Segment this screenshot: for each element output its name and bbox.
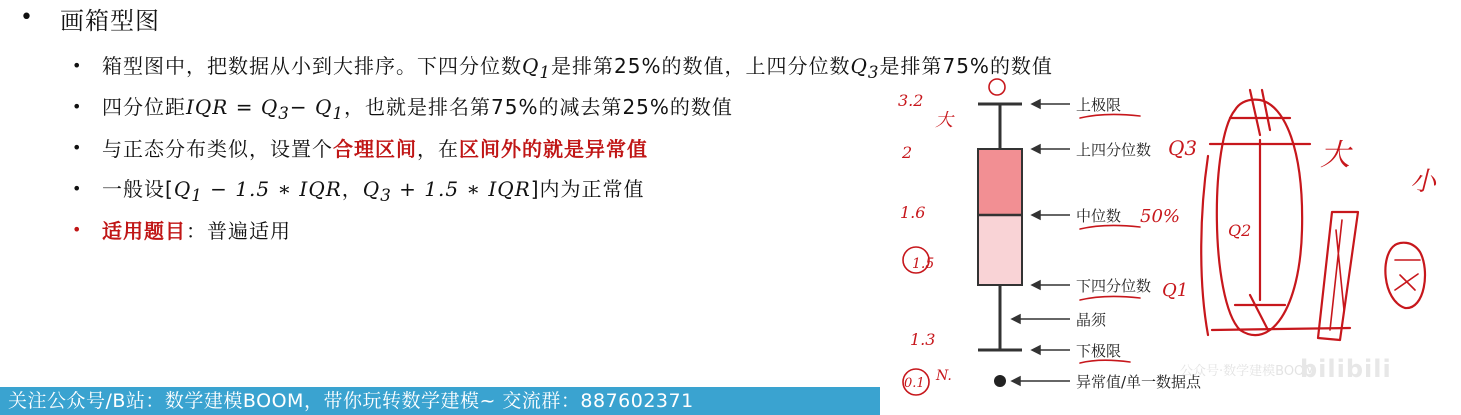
bullet-text — [102, 215, 291, 244]
text-segment: 的减去第 — [538, 94, 623, 119]
math-subscript: 1 — [191, 185, 203, 205]
note-q3: Q3 — [1168, 136, 1198, 160]
label-outlier: 异常值/单一数据点 — [1076, 373, 1202, 391]
ink-top-mark — [1230, 90, 1290, 135]
text-segment: − — [289, 94, 315, 119]
lower-box — [978, 215, 1022, 285]
note-big-left: 大 — [935, 110, 953, 131]
ink-left-curve — [1201, 156, 1208, 335]
math-symbol: Q — [314, 94, 333, 119]
label-whisker: 晶须 — [1076, 311, 1107, 329]
highlight-text: 区间外的就是异常值 — [459, 137, 648, 161]
math-symbol: Q — [362, 176, 381, 201]
text-segment: 75% — [942, 53, 990, 78]
text-segment: 箱型图中，把数据 — [102, 53, 270, 78]
bullet-dot-icon: • — [72, 220, 83, 239]
note-big-right: 大 — [1320, 138, 1350, 173]
math-symbol: Q — [173, 176, 192, 201]
arrow-head-outlier — [1012, 377, 1020, 385]
text-segment: 与正态分布类似，设置个 — [102, 137, 333, 161]
bullet-dot-icon: • — [72, 97, 83, 116]
label-lower-quartile: 下四分位数 — [1076, 277, 1152, 295]
math-symbol: − 1.5 ∗ — [202, 176, 300, 201]
text-segment: 的数值，上四分位数 — [661, 53, 851, 78]
text-segment: ，也就是排名第 — [344, 94, 491, 119]
boxplot-diagram — [890, 60, 1461, 400]
math-subscript: 3 — [380, 185, 392, 205]
math-subscript: 1 — [539, 62, 552, 82]
math-symbol: IQR — [186, 94, 229, 119]
math-subscript: 3 — [867, 62, 880, 82]
note-q1: Q1 — [1162, 280, 1189, 301]
bullet-dot-icon: • — [72, 179, 83, 198]
note-n: N. — [936, 368, 952, 384]
label-lower-limit: 下极限 — [1076, 342, 1122, 360]
title-row — [20, 0, 160, 36]
arrow-head-lower-limit — [1032, 346, 1040, 354]
label-median: 中位数 — [1076, 207, 1122, 225]
arrow-head-upper-limit — [1032, 100, 1040, 108]
note-small-right: 小 — [1410, 167, 1437, 197]
math-symbol: + 1.5 ∗ — [391, 176, 489, 201]
math-symbol: Q — [522, 53, 540, 78]
math-symbol: Q — [260, 94, 279, 119]
math-subscript: 1 — [332, 103, 344, 123]
bullet-dot-icon: • — [72, 56, 83, 75]
label-upper-quartile: 上四分位数 — [1076, 141, 1152, 159]
bullet-text — [102, 173, 645, 205]
bullet-text — [102, 133, 648, 162]
text-segment: 的数值 — [669, 94, 733, 119]
math-subscript: 3 — [278, 103, 290, 123]
arrow-head-whisker — [1012, 315, 1020, 323]
ink-underline-median — [1080, 225, 1140, 229]
bullet-text — [102, 91, 733, 123]
upper-box — [978, 149, 1022, 215]
bottom-banner: 关注公众号/B站：数学建模BOOM，带你玩转数学建模~ 交流群：887602371 — [0, 387, 880, 415]
note-3-2: 3.2 — [898, 91, 924, 110]
text-segment: 75% — [491, 94, 539, 119]
text-segment: 排序。下四分位数 — [354, 53, 522, 78]
text-segment: ， — [341, 176, 363, 201]
note-50pct: 50% — [1140, 206, 1181, 227]
text-segment: 25% — [622, 94, 670, 119]
slide-title: 画箱型图 — [60, 6, 160, 35]
text-segment: 25% — [614, 53, 662, 78]
text-segment: 一般设[ — [102, 176, 174, 201]
note-1-3: 1.3 — [910, 330, 936, 349]
bilibili-watermark: bilibili — [1300, 355, 1392, 383]
text-segment: 从小到大 — [270, 53, 354, 78]
ink-underline-lower-limit — [1080, 360, 1130, 363]
note-q2: Q2 — [1228, 221, 1252, 240]
bullet-dot-icon: • — [72, 138, 83, 157]
text-segment: 是排第 — [879, 53, 943, 78]
note-1-6: 1.6 — [900, 203, 926, 222]
ink-underline-lower-quartile — [1080, 296, 1140, 300]
highlight-text: 适用题目 — [102, 219, 186, 243]
math-symbol: IQR — [299, 176, 342, 201]
highlight-text: 合理区间 — [333, 137, 417, 161]
text-segment: 是排第 — [551, 53, 615, 78]
text-segment: 的数值 — [989, 53, 1053, 78]
faint-watermark: 公众号·数学建模BOOM — [1180, 364, 1316, 379]
ink-slanted-bar — [1318, 212, 1358, 340]
ink-bar-hatch — [1330, 220, 1344, 330]
title-bullet-icon: • — [20, 5, 33, 30]
ink-small-hatch — [1395, 260, 1420, 290]
text-segment: ]内为正常值 — [530, 176, 645, 201]
text-segment: 四分位距 — [102, 94, 186, 119]
ink-underline-upper-quartile — [1080, 114, 1140, 118]
label-upper-limit: 上极限 — [1076, 96, 1122, 114]
text-segment: ，在 — [417, 137, 459, 161]
arrow-head-lower-quartile — [1032, 281, 1040, 289]
arrow-head-median — [1032, 211, 1040, 219]
ink-small-ellipse — [1385, 243, 1425, 308]
arrow-head-upper-quartile — [1032, 145, 1040, 153]
outlier-point — [994, 375, 1006, 387]
text-segment: = — [228, 94, 261, 119]
note-2: 2 — [902, 143, 913, 162]
note-0-1: 0.1 — [904, 376, 925, 391]
ink-circle-top — [989, 79, 1005, 95]
text-segment: ：普遍适用 — [186, 219, 291, 243]
note-1-5: 1.5 — [912, 256, 935, 272]
math-symbol: Q — [850, 53, 868, 78]
math-symbol: IQR — [488, 176, 531, 201]
